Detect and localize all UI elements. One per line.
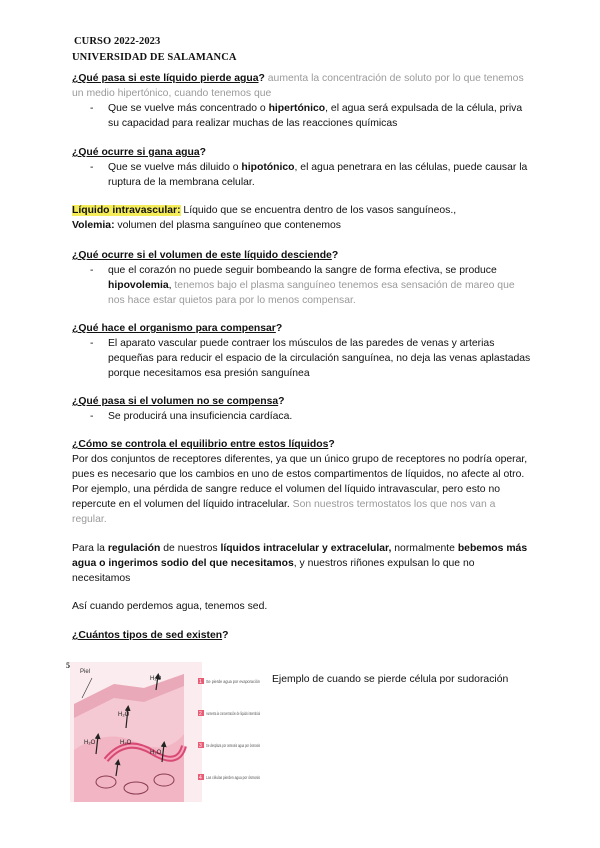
question-heading: ¿Qué hace el organismo para compensar — [72, 323, 276, 334]
section-pierde-agua: ¿Qué pasa si este líquido pierde agua? aumenta la concentración de soluto por lo que tenemos un medio hipertónico, cuando tenemos que - Que se vuelve más concentrado o hipertónico, el agua será expulsada de la célula, priva su capacidad para realizar muchas de las reacciones químicas — [72, 71, 532, 131]
question-heading: ¿Qué ocurre si el volumen de este líquido desciende — [72, 250, 332, 261]
section-definitions: Líquido intravascular: Líquido que se encuentra dentro de los vasos sanguíneos., Volemia: volumen del plasma sanguíneo que contenemos — [72, 205, 457, 231]
figure-number: 5 — [66, 661, 70, 670]
svg-text:H₂O: H₂O — [150, 750, 162, 756]
list-item: - Se producirá una insuficiencia cardíaca. — [72, 409, 532, 424]
list-item: - que el corazón no puede seguir bombeando la sangre de forma efectiva, se produce hipovolemia, tenemos bajo el plasma sanguíneo tenemos esa sensación de mareo que nos hace estar quietos para por lo menos compensar. — [72, 263, 532, 308]
section-volumen-desciende: ¿Qué ocurre si el volumen de este líquido desciende? - que el corazón no puede seguir bombeando la sangre de forma efectiva, se produce hipovolemia, tenemos bajo el plasma sanguíneo tenemos esa sensación de mareo que nos hace estar quietos para por lo menos compensar. — [72, 248, 532, 308]
question-heading: ¿Qué pasa si este líquido pierde agua — [72, 73, 259, 84]
svg-text:1: 1 — [199, 679, 202, 685]
legend-step-2: Aumenta la concentración de líquido intersticial — [206, 711, 260, 716]
question-heading: ¿Qué pasa si el volumen no se compensa — [72, 396, 279, 407]
bullet-list — [72, 101, 532, 131]
section-regulacion: Para la regulación de nuestros líquidos intracelular y extracelular, normalmente bebemos más agua o ingerimos sodio del que necesitamos, y nuestros riñones expulsan lo que no necesitamos — [72, 543, 528, 584]
osmosis-illustration — [66, 658, 262, 804]
question-heading: ¿Cómo se controla el equilibrio entre estos líquidos — [72, 439, 329, 450]
svg-text:H₂O: H₂O — [150, 676, 162, 682]
skin-label: Piel — [80, 669, 91, 675]
legend-step-4: Las células pierden agua por ósmosis — [206, 775, 261, 780]
svg-text:H₂O: H₂O — [120, 740, 132, 746]
term-highlight: Líquido intravascular: — [72, 205, 181, 216]
bullet-list — [72, 336, 532, 381]
grey-note: aumenta la concentración de soluto por lo que tenemos un medio hipertónico, cuando tenemos que — [72, 73, 524, 99]
term-volemia: Volemia: — [72, 220, 115, 231]
list-item: - El aparato vascular puede contraer los músculos de las paredes de venas y arterias pequeñas para reducir el espacio de la circulación sanguínea, no deja las venas aplastadas porque necesitamos esa presión sanguínea — [72, 336, 532, 381]
bullet-list — [72, 263, 532, 308]
legend-step-3: Se desplaza por osmosis agua por ósmosis — [206, 743, 261, 748]
svg-text:2: 2 — [199, 711, 202, 717]
course-header: CURSO 2022-2023 — [74, 36, 161, 47]
university-header: UNIVERSIDAD DE SALAMANCA — [72, 52, 237, 63]
skin-osmosis-figure — [66, 658, 262, 804]
list-item: - Que se vuelve más concentrado o hipertónico, el agua será expulsada de la célula, priva su capacidad para realizar muchas de las reacciones químicas — [72, 101, 532, 131]
section-gana-agua: ¿Qué ocurre si gana agua? - Que se vuelve más diluido o hipotónico, el agua penetrara en las células, puede causar la ruptura de la membrana celular. — [72, 145, 532, 190]
question-heading: ¿Qué ocurre si gana agua — [72, 147, 200, 158]
svg-text:3: 3 — [199, 743, 202, 749]
bullet-list — [72, 409, 532, 424]
svg-text:H₂O: H₂O — [84, 740, 96, 746]
section-tipos-sed: ¿Cuántos tipos de sed existen? — [72, 630, 229, 641]
svg-text:4: 4 — [199, 775, 202, 781]
paragraph: Por dos conjuntos de receptores diferentes, ya que un único grupo de receptores no podría operar, pues es necesario que los cambios en uno de estos compartimentos de líquidos, no afecte al otro. Por ejemplo, una pérdida de sangre reduce el volumen del líquido intravascular, pero esto no repercute en el volumen del líquido intracelular. Son nuestros termostatos los que nos van a regular. — [72, 454, 528, 525]
bullet-list — [72, 160, 532, 190]
svg-text:H₂O: H₂O — [118, 712, 130, 718]
figure-caption: Ejemplo de cuando se pierde célula por sudoración — [272, 674, 509, 685]
legend-step-1: Se pierde agua por evaporación — [206, 679, 261, 684]
section-compensar: ¿Qué hace el organismo para compensar? - El aparato vascular puede contraer los músculos de las paredes de venas y arterias pequeñas para reducir el espacio de la circulación sanguínea, no deja las venas aplastadas porque necesitamos esa presión sanguínea — [72, 321, 532, 381]
section-equilibrio: ¿Cómo se controla el equilibrio entre estos líquidos? Por dos conjuntos de receptores diferentes, ya que un único grupo de receptores no podría operar, pues es necesario que los cambios en uno de estos compartimentos de líquidos, no afecte al otro. Por ejemplo, una pérdida de sangre reduce el volumen del líquido intravascular, pero esto no repercute en el volumen del líquido intracelular. Son nuestros termostatos los que nos van a regular. — [72, 437, 532, 527]
paragraph-sed: Así cuando perdemos agua, tenemos sed. — [72, 601, 268, 612]
question-heading: ¿Cuántos tipos de sed existen — [72, 630, 223, 641]
section-no-compensa: ¿Qué pasa si el volumen no se compensa? - Se producirá una insuficiencia cardíaca. — [72, 394, 532, 424]
list-item: - Que se vuelve más diluido o hipotónico, el agua penetrara en las células, puede causar la ruptura de la membrana celular. — [72, 160, 532, 190]
